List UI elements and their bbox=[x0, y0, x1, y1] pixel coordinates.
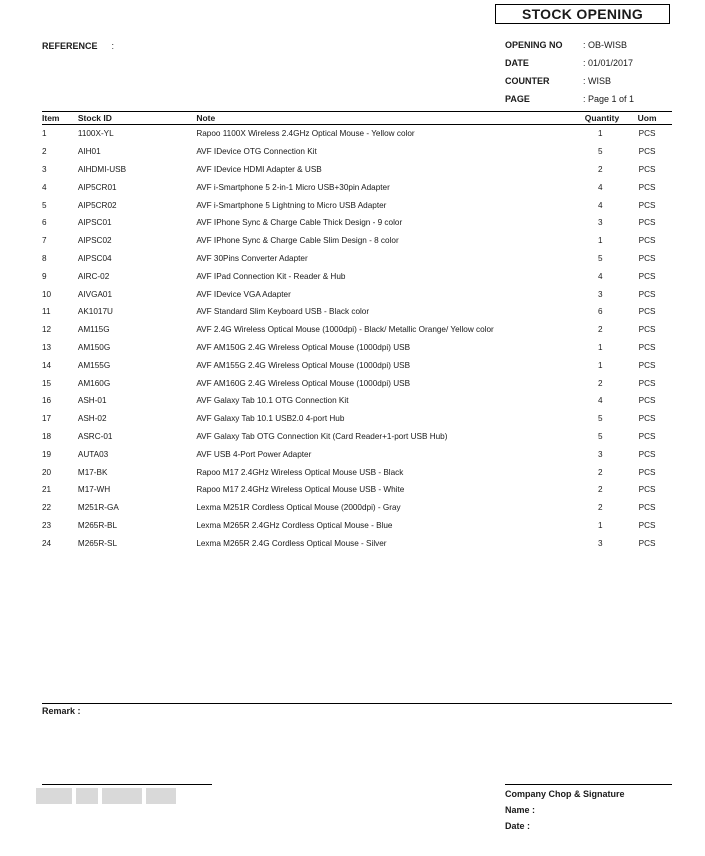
meta-label: OPENING NO bbox=[505, 40, 563, 50]
cell-item: 15 bbox=[42, 378, 52, 388]
cell-uom: PCS bbox=[638, 520, 656, 530]
meta-value: : Page 1 of 1 bbox=[583, 94, 635, 104]
document-title: STOCK OPENING bbox=[495, 4, 670, 24]
cell-stock-id: ASH-02 bbox=[77, 414, 107, 424]
signature-line-left bbox=[42, 784, 212, 785]
table-row bbox=[42, 250, 672, 268]
cell-item: 22 bbox=[42, 503, 52, 513]
cell-note: AVF 30Pins Converter Adapter bbox=[196, 253, 308, 263]
table-row bbox=[42, 481, 672, 499]
cell-uom: PCS bbox=[638, 200, 656, 210]
cell-note: AVF IDevice OTG Connection Kit bbox=[196, 147, 317, 157]
meta-counter bbox=[505, 76, 673, 94]
cell-note: AVF i-Smartphone 5 Lightning to Micro USB Adapter bbox=[196, 200, 387, 210]
cell-uom: PCS bbox=[638, 342, 656, 352]
remark-label: Remark : bbox=[42, 706, 81, 716]
remark-divider bbox=[42, 703, 672, 704]
table-row bbox=[42, 428, 672, 446]
cell-item: 6 bbox=[42, 218, 47, 228]
redacted-signature-block bbox=[36, 788, 178, 804]
cell-quantity: 4 bbox=[598, 271, 603, 281]
cell-item: 23 bbox=[42, 520, 52, 530]
table-row bbox=[42, 499, 672, 517]
cell-note: Lexma M251R Cordless Optical Mouse (2000dpi) - Gray bbox=[196, 503, 401, 513]
signature-line-right bbox=[505, 784, 672, 785]
cell-quantity: 2 bbox=[598, 325, 603, 335]
table-row bbox=[42, 410, 672, 428]
cell-note: AVF AM160G 2.4G Wireless Optical Mouse (1000dpi) USB bbox=[196, 378, 411, 388]
cell-quantity: 1 bbox=[598, 236, 603, 246]
table-row bbox=[42, 285, 672, 303]
cell-item: 14 bbox=[42, 360, 52, 370]
cell-item: 7 bbox=[42, 236, 47, 246]
header-uom: Uom bbox=[622, 112, 672, 125]
cell-item: 18 bbox=[42, 431, 52, 441]
cell-uom: PCS bbox=[638, 485, 656, 495]
table-row bbox=[42, 463, 672, 481]
cell-item: 10 bbox=[42, 289, 52, 299]
cell-quantity: 5 bbox=[598, 414, 603, 424]
table-row bbox=[42, 161, 672, 179]
cell-item: 8 bbox=[42, 253, 47, 263]
cell-note: AVF Standard Slim Keyboard USB - Black color bbox=[196, 307, 370, 317]
cell-note: AVF Galaxy Tab OTG Connection Kit (Card Reader+1-port USB Hub) bbox=[196, 431, 448, 441]
cell-quantity: 3 bbox=[598, 289, 603, 299]
cell-item: 2 bbox=[42, 147, 47, 157]
table-row bbox=[42, 125, 672, 143]
table-body bbox=[42, 125, 672, 553]
cell-item: 13 bbox=[42, 342, 52, 352]
cell-item: 24 bbox=[42, 538, 52, 548]
redacted-segment bbox=[102, 788, 142, 804]
redacted-segment bbox=[76, 788, 98, 804]
table-row bbox=[42, 392, 672, 410]
cell-quantity: 2 bbox=[598, 378, 603, 388]
cell-uom: PCS bbox=[638, 236, 656, 246]
cell-stock-id: M251R-GA bbox=[77, 503, 119, 513]
cell-stock-id: M17-BK bbox=[77, 467, 108, 477]
meta-value: : 01/01/2017 bbox=[583, 58, 634, 68]
cell-item: 1 bbox=[42, 129, 47, 139]
table-row bbox=[42, 178, 672, 196]
cell-note: AVF IDevice VGA Adapter bbox=[196, 289, 291, 299]
cell-note: AVF Galaxy Tab 10.1 OTG Connection Kit bbox=[196, 396, 349, 406]
meta-page bbox=[505, 94, 673, 112]
cell-uom: PCS bbox=[638, 396, 656, 406]
table-row bbox=[42, 267, 672, 285]
cell-note: AVF 2.4G Wireless Optical Mouse (1000dpi) - Black/ Metallic Orange/ Yellow color bbox=[196, 325, 494, 335]
table-row bbox=[42, 517, 672, 535]
meta-opening-no bbox=[505, 40, 673, 58]
cell-item: 9 bbox=[42, 271, 47, 281]
cell-quantity: 1 bbox=[598, 520, 603, 530]
cell-item: 19 bbox=[42, 449, 52, 459]
cell-note: AVF Galaxy Tab 10.1 USB2.0 4-port Hub bbox=[196, 414, 345, 424]
redacted-segment bbox=[36, 788, 72, 804]
cell-quantity: 3 bbox=[598, 538, 603, 548]
table-row bbox=[42, 196, 672, 214]
cell-item: 5 bbox=[42, 200, 47, 210]
stock-items-table bbox=[42, 111, 672, 552]
cell-stock-id: AM150G bbox=[77, 342, 111, 352]
cell-stock-id: M265R-BL bbox=[77, 520, 118, 530]
company-chop-label: Company Chop & Signature bbox=[505, 789, 625, 799]
cell-stock-id: ASRC-01 bbox=[77, 431, 113, 441]
table-row bbox=[42, 143, 672, 161]
cell-uom: PCS bbox=[638, 164, 656, 174]
cell-item: 20 bbox=[42, 467, 52, 477]
cell-note: AVF AM155G 2.4G Wireless Optical Mouse (1000dpi) USB bbox=[196, 360, 411, 370]
cell-stock-id: ASH-01 bbox=[77, 396, 107, 406]
cell-uom: PCS bbox=[638, 414, 656, 424]
cell-note: AVF IPad Connection Kit - Reader & Hub bbox=[196, 271, 346, 281]
cell-uom: PCS bbox=[638, 360, 656, 370]
cell-stock-id: AUTA03 bbox=[77, 449, 109, 459]
cell-quantity: 3 bbox=[598, 218, 603, 228]
cell-uom: PCS bbox=[638, 218, 656, 228]
cell-quantity: 5 bbox=[598, 431, 603, 441]
cell-quantity: 4 bbox=[598, 182, 603, 192]
redacted-segment bbox=[146, 788, 176, 804]
meta-date bbox=[505, 58, 673, 76]
cell-uom: PCS bbox=[638, 147, 656, 157]
cell-item: 21 bbox=[42, 485, 52, 495]
cell-stock-id: M265R-SL bbox=[77, 538, 118, 548]
cell-note: Lexma M265R 2.4GHz Cordless Optical Mouse - Blue bbox=[196, 520, 393, 530]
cell-note: Rapoo 1100X Wireless 2.4GHz Optical Mouse - Yellow color bbox=[196, 129, 415, 139]
table-row bbox=[42, 303, 672, 321]
table-row bbox=[42, 232, 672, 250]
cell-stock-id: AM160G bbox=[77, 378, 111, 388]
cell-item: 4 bbox=[42, 182, 47, 192]
cell-quantity: 5 bbox=[598, 253, 603, 263]
cell-quantity: 1 bbox=[598, 360, 603, 370]
signature-block bbox=[505, 786, 625, 834]
cell-uom: PCS bbox=[638, 307, 656, 317]
cell-quantity: 2 bbox=[598, 467, 603, 477]
cell-note: AVF IDevice HDMI Adapter & USB bbox=[196, 164, 322, 174]
reference-value: : bbox=[111, 41, 115, 51]
cell-item: 11 bbox=[42, 307, 51, 317]
reference-label: REFERENCE bbox=[42, 41, 98, 51]
cell-quantity: 6 bbox=[598, 307, 603, 317]
cell-note: Rapoo M17 2.4GHz Wireless Optical Mouse USB - Black bbox=[196, 467, 404, 477]
cell-stock-id: AIHDMI-USB bbox=[77, 164, 127, 174]
cell-stock-id: AIPSC01 bbox=[77, 218, 112, 228]
cell-stock-id: AIRC-02 bbox=[77, 271, 110, 281]
cell-stock-id: AIP5CR01 bbox=[77, 182, 117, 192]
cell-stock-id: AIVGA01 bbox=[77, 289, 113, 299]
cell-quantity: 1 bbox=[598, 129, 603, 139]
cell-note: Lexma M265R 2.4G Cordless Optical Mouse - Silver bbox=[196, 538, 387, 548]
meta-value: : OB-WISB bbox=[583, 40, 628, 50]
cell-stock-id: AK1017U bbox=[77, 307, 113, 317]
document-meta bbox=[505, 40, 673, 112]
cell-note: AVF IPhone Sync & Charge Cable Slim Design - 8 color bbox=[196, 236, 399, 246]
cell-uom: PCS bbox=[638, 182, 656, 192]
cell-uom: PCS bbox=[638, 271, 656, 281]
table-row bbox=[42, 339, 672, 357]
table-row bbox=[42, 214, 672, 232]
cell-uom: PCS bbox=[638, 431, 656, 441]
cell-stock-id: AIP5CR02 bbox=[77, 200, 117, 210]
cell-note: AVF IPhone Sync & Charge Cable Thick Design - 9 color bbox=[196, 218, 403, 228]
cell-uom: PCS bbox=[638, 449, 656, 459]
meta-label: PAGE bbox=[505, 94, 530, 104]
table-row bbox=[42, 321, 672, 339]
cell-uom: PCS bbox=[638, 378, 656, 388]
meta-label: COUNTER bbox=[505, 76, 550, 86]
date-label: Date : bbox=[505, 821, 531, 831]
reference-field bbox=[42, 41, 114, 51]
cell-uom: PCS bbox=[638, 253, 656, 263]
cell-stock-id: AIPSC02 bbox=[77, 236, 112, 246]
cell-quantity: 5 bbox=[598, 147, 603, 157]
cell-item: 3 bbox=[42, 164, 47, 174]
cell-quantity: 1 bbox=[598, 342, 603, 352]
cell-quantity: 2 bbox=[598, 164, 603, 174]
header-quantity: Quantity bbox=[514, 112, 622, 125]
cell-stock-id: M17-WH bbox=[77, 485, 111, 495]
cell-quantity: 4 bbox=[598, 396, 603, 406]
table-row bbox=[42, 445, 672, 463]
cell-stock-id: AIH01 bbox=[77, 147, 101, 157]
cell-uom: PCS bbox=[638, 289, 656, 299]
cell-note: AVF i-Smartphone 5 2-in-1 Micro USB+30pin Adapter bbox=[196, 182, 390, 192]
cell-stock-id: AM155G bbox=[77, 360, 111, 370]
meta-label: DATE bbox=[505, 58, 529, 68]
cell-item: 12 bbox=[42, 325, 52, 335]
cell-stock-id: AM115G bbox=[77, 325, 110, 335]
cell-item: 17 bbox=[42, 414, 52, 424]
header-item: Item bbox=[42, 112, 78, 125]
table-row bbox=[42, 356, 672, 374]
table-row bbox=[42, 534, 672, 552]
name-label: Name : bbox=[505, 805, 536, 815]
cell-uom: PCS bbox=[638, 325, 656, 335]
table-header-row bbox=[42, 112, 672, 125]
header-stock-id: Stock ID bbox=[78, 112, 196, 125]
table-row bbox=[42, 374, 672, 392]
cell-stock-id: AIPSC04 bbox=[77, 253, 112, 263]
cell-quantity: 4 bbox=[598, 200, 603, 210]
cell-uom: PCS bbox=[638, 467, 656, 477]
header-note: Note bbox=[196, 112, 514, 125]
cell-note: AVF USB 4-Port Power Adapter bbox=[196, 449, 312, 459]
cell-note: AVF AM150G 2.4G Wireless Optical Mouse (1000dpi) USB bbox=[196, 342, 411, 352]
cell-note: Rapoo M17 2.4GHz Wireless Optical Mouse USB - White bbox=[196, 485, 405, 495]
cell-uom: PCS bbox=[638, 503, 656, 513]
cell-stock-id: 1100X-YL bbox=[77, 129, 114, 139]
cell-uom: PCS bbox=[638, 538, 656, 548]
cell-item: 16 bbox=[42, 396, 52, 406]
cell-quantity: 2 bbox=[598, 485, 603, 495]
meta-value: : WISB bbox=[583, 76, 612, 86]
cell-uom: PCS bbox=[638, 129, 656, 139]
cell-quantity: 3 bbox=[598, 449, 603, 459]
cell-quantity: 2 bbox=[598, 503, 603, 513]
